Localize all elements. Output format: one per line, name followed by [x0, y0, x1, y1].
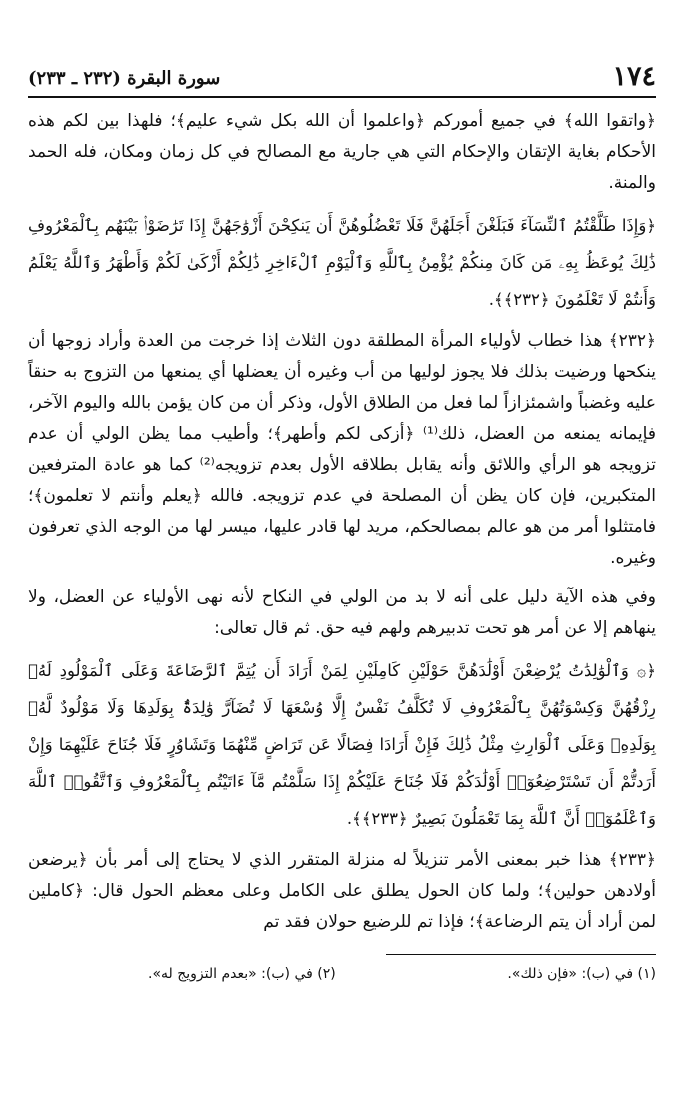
footnote-divider [386, 954, 656, 955]
page-body [28, 106, 656, 938]
page-header [28, 56, 656, 98]
commentary-paragraph: ﴿واتقوا الله﴾ في جميع أموركم ﴿واعلموا أن الله بكل شيء عليم﴾؛ فلهذا بين لكم هذه الأحكام بغاية الإتقان والإحكام التي هي جارية مع المصالح في كل زمان ومكان، فله الحمد والمنة. [28, 111, 656, 193]
running-title: سورة البقرة (٢٣٢ ـ ٢٣٣) [28, 68, 221, 89]
footnotes [28, 961, 656, 987]
footnote-2: (٢) في (ب): «بعدم التزويج له». [148, 966, 336, 982]
commentary-paragraph: ﴿٢٣٣﴾ هذا خبر بمعنى الأمر تنزيلاً له منزلة المتقرر الذي لا يحتاج إلى أمر بأن ﴿يرضعن أولادهن حولين﴾؛ ولما كان الحول يطلق على الكامل وعلى معظم الحول قال: ﴿كاملين لمن أراد أن يتم الرضاعة﴾؛ فإذا تم للرضيع حولان فقد تم [28, 850, 656, 932]
commentary-paragraph: وفي هذه الآية دليل على أنه لا بد من الولي في النكاح لأنه نهى الأولياء عن العضل، ولا ينهاهم إلا عن أمر هو تحت تدبيرهم ولهم فيه حق. ثم قال تعالى: [28, 587, 656, 638]
quran-verse-232: ﴿وَإِذَا طَلَّقْتُمُ ٱلنِّسَآءَ فَبَلَغْنَ أَجَلَهُنَّ فَلَا تَعْضُلُوهُنَّ أَن يَنكِحْنَ أَزْوَٰجَهُنَّ إِذَا تَرَٰضَوْا۟ بَيْنَهُم بِٱلْمَعْرُوفِ ذَٰلِكَ يُوعَظُ بِهِۦ مَن كَانَ مِنكُمْ يُؤْمِنُ بِٱللَّهِ وَٱلْيَوْمِ ٱلْءَاخِرِ ذَٰلِكُمْ أَزْكَىٰ لَكُمْ وَأَطْهَرُ وَٱللَّهُ يَعْلَمُ وَأَنتُمْ لَا تَعْلَمُونَ ﴿٢٣٢﴾﴾. [28, 216, 656, 309]
quran-verse-233: ﴿۞ وَٱلْوَٰلِدَٰتُ يُرْضِعْنَ أَوْلَٰدَهُنَّ حَوْلَيْنِ كَامِلَيْنِ لِمَنْ أَرَادَ أَن يُتِمَّ ٱلرَّضَاعَةَ وَعَلَى ٱلْمَوْلُودِ لَهُۥ رِزْقُهُنَّ وَكِسْوَتُهُنَّ بِٱلْمَعْرُوفِ لَا تُكَلَّفُ نَفْسٌ إِلَّا وُسْعَهَا لَا تُضَآرَّ وَٰلِدَةٌۢ بِوَلَدِهَا وَلَا مَوْلُودٌ لَّهُۥ بِوَلَدِهِۦ وَعَلَى ٱلْوَارِثِ مِثْلُ ذَٰلِكَ فَإِنْ أَرَادَا فِصَالًا عَن تَرَاضٍ مِّنْهُمَا وَتَشَاوُرٍ فَلَا جُنَاحَ عَلَيْهِمَا وَإِنْ أَرَدتُّمْ أَن تَسْتَرْضِعُوٓا۟ أَوْلَٰدَكُمْ فَلَا جُنَاحَ عَلَيْكُمْ إِذَا سَلَّمْتُم مَّآ ءَاتَيْتُم بِٱلْمَعْرُوفِ وَٱتَّقُوا۟ ٱللَّهَ وَٱعْلَمُوٓا۟ أَنَّ ٱللَّهَ بِمَا تَعْمَلُونَ بَصِيرٌ ﴿٢٣٣﴾﴾. [28, 661, 656, 828]
footnote-1: (١) في (ب): «فإن ذلك». [507, 966, 656, 982]
commentary-paragraph: ﴿٢٣٢﴾ هذا خطاب لأولياء المرأة المطلقة دون الثلاث إذا خرجت من العدة وأراد زوجها أن ينكحها ورضيت بذلك فلا يجوز لوليها من أب وغيره أن يعضلها أي يمنعها من التزوج به حنقاً عليه وغضباً واشمئزازاً لما فعل من الطلاق الأول، وذكر أن من كان يؤمن بالله واليوم الآخر، فإيمانه يمنعه من العضل، ذلك⁽¹⁾ ﴿أزكى لكم وأطهر﴾؛ وأطيب مما يظن الولي أن عدم تزويجه هو الرأي واللائق وأنه يقابل بطلاقه الأول بعدم تزويجه⁽²⁾ كما هو عادة المترفعين المتكبرين، فإن كان يظن أن المصلحة في عدم تزويجه. فالله ﴿يعلم وأنتم لا تعلمون﴾؛ فامتثلوا أمر من هو عالم بمصالحكم، مريد لها قادر عليها، ميسر لها من الوجه الذي تعرفون وغيره. [28, 331, 657, 568]
page-number: ١٧٤ [612, 61, 656, 92]
